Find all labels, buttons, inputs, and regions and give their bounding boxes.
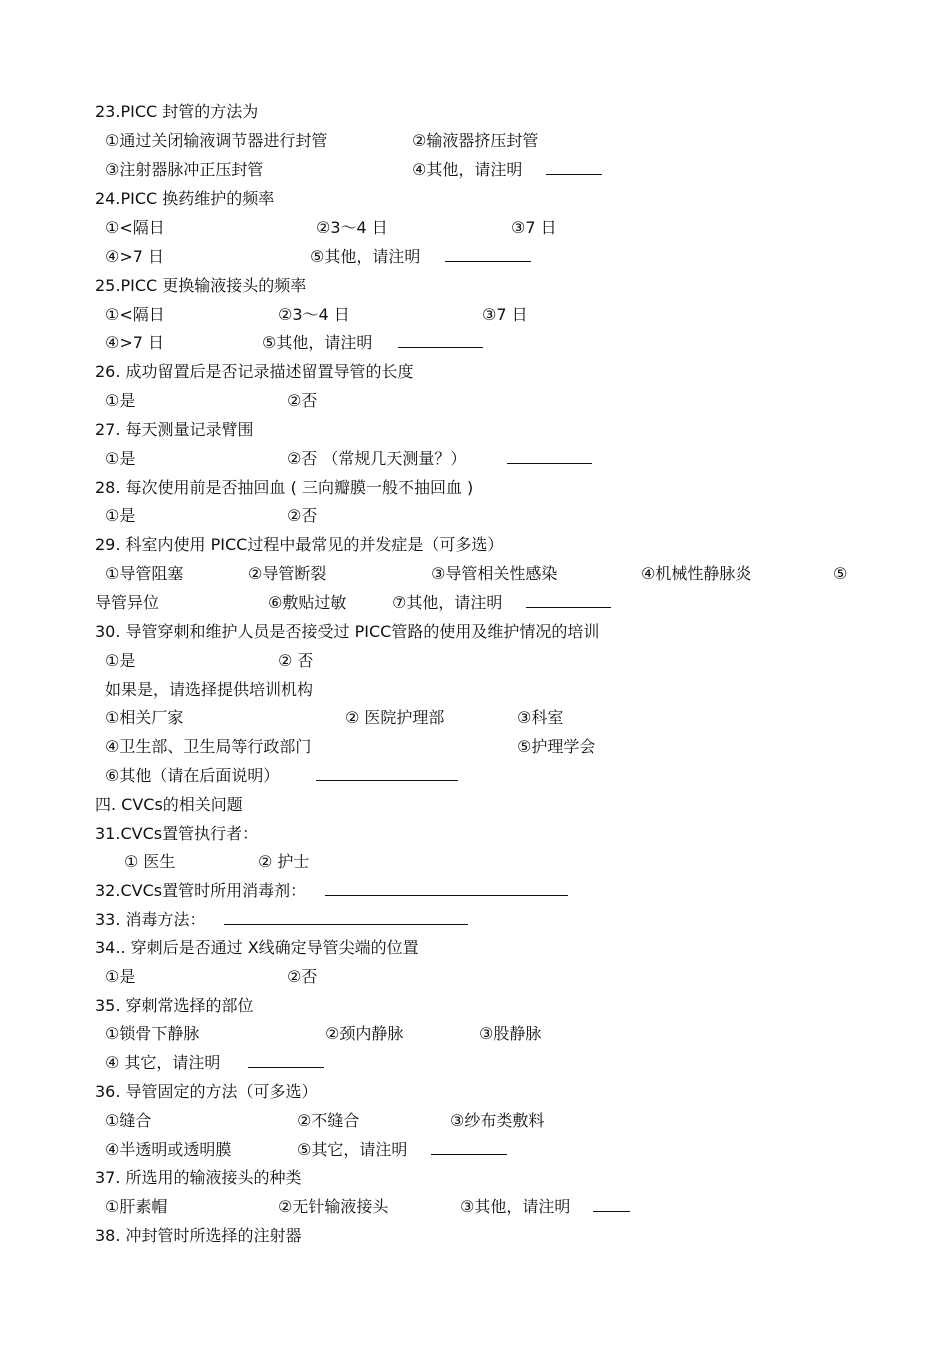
question-23-title: 23.PICC 封管的方法为 [95, 102, 259, 121]
question-37-title: 37. 所选用的输液接头的种类 [95, 1168, 302, 1187]
q25-option-5: ⑤其他，请注明 [262, 333, 373, 352]
q27-fill-blank[interactable] [507, 449, 592, 469]
question-30-title: 30. 导管穿刺和维护人员是否接受过 PICC管路的使用及维护情况的培训 [95, 622, 600, 641]
q30-sub-option-1: ①相关厂家 [105, 708, 184, 727]
question-25-title: 25.PICC 更换输液接头的频率 [95, 276, 307, 295]
q27-option-1: ①是 [105, 449, 136, 468]
q29-option-6: ⑥敷贴过敏 [268, 593, 347, 612]
question-32-title: 32.CVCs置管时所用消毒剂： [95, 881, 307, 900]
question-34-title: 34.. 穿刺后是否通过 X线确定导管尖端的位置 [95, 938, 419, 957]
q35-fill-blank[interactable] [248, 1053, 324, 1073]
q24-option-3: ③7 日 [511, 218, 557, 237]
q35-option-2: ②颈内静脉 [325, 1024, 404, 1043]
q34-option-1: ①是 [105, 967, 136, 986]
q24-option-5: ⑤其他，请注明 [310, 247, 421, 266]
q34-option-2: ②否 [287, 967, 318, 986]
q29-option-5-label: 导管异位 [95, 593, 160, 612]
q35-option-4: ④ 其它，请注明 [105, 1053, 221, 1072]
q37-option-3: ③其他，请注明 [460, 1197, 571, 1216]
q30-fill-blank[interactable] [316, 766, 458, 786]
q30-option-1: ①是 [105, 651, 136, 670]
q27-option-2: ②否 （常规几天测量？） [287, 449, 467, 468]
q30-subquestion: 如果是，请选择提供培训机构 [105, 680, 314, 699]
question-38-title: 38. 冲封管时所选择的注射器 [95, 1226, 302, 1245]
q24-fill-blank[interactable] [445, 247, 531, 267]
q25-option-2: ②3～4 日 [278, 305, 350, 324]
q23-option-2: ②输液器挤压封管 [412, 131, 539, 150]
question-27-title: 27. 每天测量记录臂围 [95, 420, 254, 439]
q30-sub-option-5: ⑤护理学会 [517, 737, 596, 756]
question-35-title: 35. 穿刺常选择的部位 [95, 996, 254, 1015]
q36-option-3: ③纱布类敷料 [450, 1111, 545, 1130]
q36-option-4: ④半透明或透明膜 [105, 1140, 232, 1159]
q29-option-5-marker: ⑤ [833, 564, 848, 583]
q28-option-1: ①是 [105, 506, 136, 525]
question-33-title: 33. 消毒方法： [95, 910, 206, 929]
q29-option-7: ⑦其他，请注明 [392, 593, 503, 612]
q36-option-1: ①缝合 [105, 1111, 152, 1130]
q23-option-3: ③注射器脉冲正压封管 [105, 160, 264, 179]
q36-option-5: ⑤其它，请注明 [297, 1140, 408, 1159]
q30-sub-option-2: ② 医院护理部 [345, 708, 445, 727]
q23-fill-blank[interactable] [546, 160, 602, 180]
q26-option-2: ②否 [287, 391, 318, 410]
q30-sub-option-6: ⑥其他（请在后面说明） [105, 766, 280, 785]
question-24-title: 24.PICC 换药维护的频率 [95, 189, 275, 208]
q29-option-3: ③导管相关性感染 [431, 564, 558, 583]
q31-option-1: ① 医生 [124, 852, 176, 871]
question-26-title: 26. 成功留置后是否记录描述留置导管的长度 [95, 362, 414, 381]
question-31-title: 31.CVCs置管执行者： [95, 824, 259, 843]
q35-option-1: ①锁骨下静脉 [105, 1024, 200, 1043]
question-28-title: 28. 每次使用前是否抽回血 ( 三向瓣膜一般不抽回血 ) [95, 478, 474, 497]
q24-option-4: ④>7 日 [105, 247, 165, 266]
q30-sub-option-3: ③科室 [517, 708, 564, 727]
q23-option-1: ①通过关闭输液调节器进行封管 [105, 131, 328, 150]
q30-option-2: ② 否 [278, 651, 314, 670]
question-36-title: 36. 导管固定的方法（可多选） [95, 1082, 318, 1101]
q31-option-2: ② 护士 [258, 852, 310, 871]
q29-option-4: ④机械性静脉炎 [641, 564, 752, 583]
q25-option-4: ④>7 日 [105, 333, 165, 352]
q29-fill-blank[interactable] [526, 593, 611, 613]
q25-option-1: ①<隔日 [105, 305, 165, 324]
q28-option-2: ②否 [287, 506, 318, 525]
q37-option-2: ②无针输液接头 [278, 1197, 389, 1216]
q25-fill-blank[interactable] [398, 333, 483, 353]
q26-option-1: ①是 [105, 391, 136, 410]
q24-option-1: ①<隔日 [105, 218, 165, 237]
q36-fill-blank[interactable] [431, 1140, 507, 1160]
q23-option-4: ④其他，请注明 [412, 160, 523, 179]
q37-fill-blank[interactable] [593, 1197, 630, 1217]
q24-option-2: ②3～4 日 [316, 218, 388, 237]
q29-option-1: ①导管阻塞 [105, 564, 184, 583]
q37-option-1: ①肝素帽 [105, 1197, 168, 1216]
q30-sub-option-4: ④卫生部、卫生局等行政部门 [105, 737, 312, 756]
section-4-heading: 四. CVCs的相关问题 [95, 795, 243, 814]
q35-option-3: ③股静脉 [479, 1024, 542, 1043]
q29-option-2: ②导管断裂 [248, 564, 327, 583]
q25-option-3: ③7 日 [482, 305, 528, 324]
question-29-title: 29. 科室内使用 PICC过程中最常见的并发症是（可多选） [95, 535, 504, 554]
q32-fill-blank[interactable] [325, 881, 568, 901]
q33-fill-blank[interactable] [224, 910, 468, 930]
q36-option-2: ②不缝合 [297, 1111, 360, 1130]
